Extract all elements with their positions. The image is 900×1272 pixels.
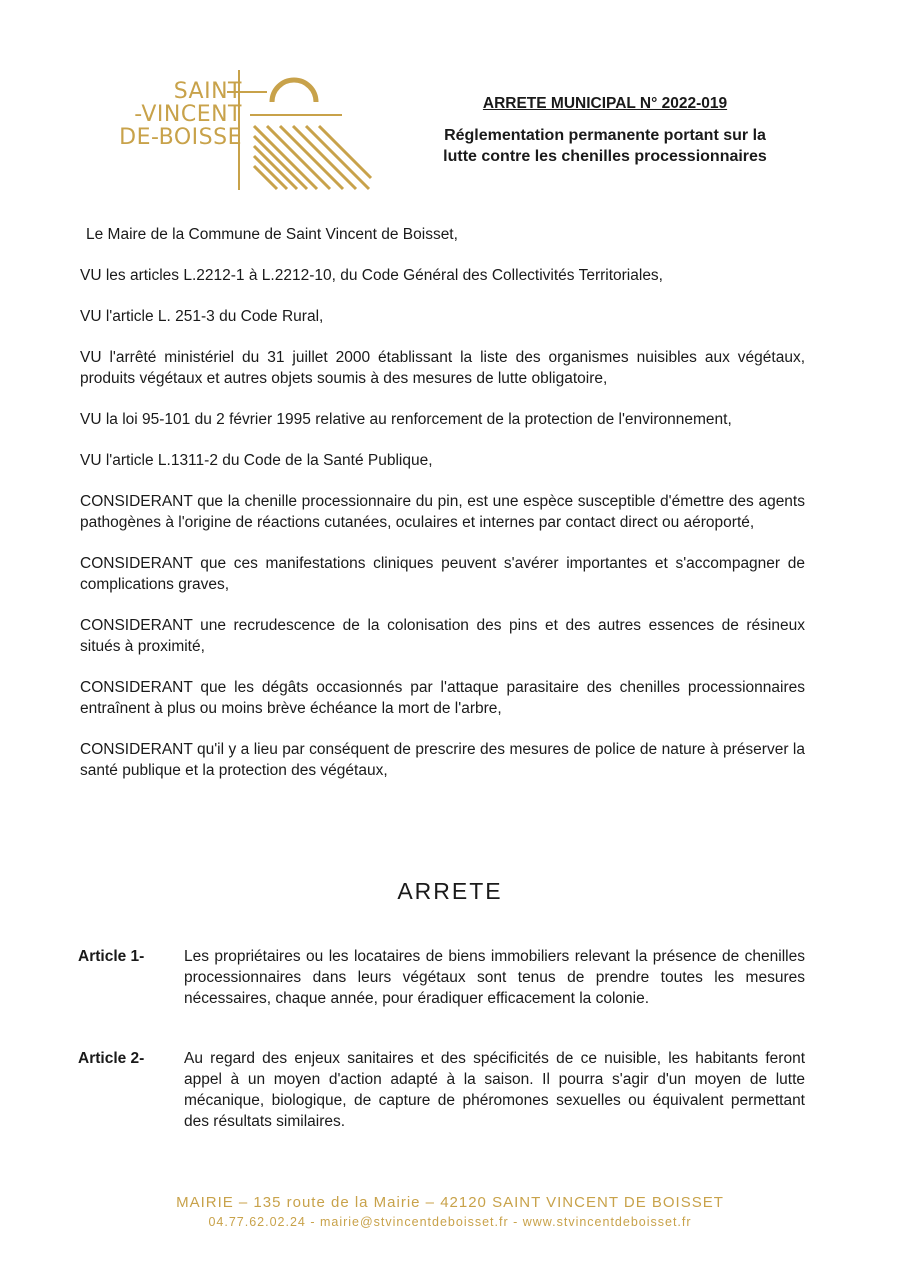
logo-line-1: SAINT — [173, 79, 242, 104]
article-label: Article 1- — [78, 948, 145, 965]
arrete-heading: ARRETE — [397, 878, 503, 904]
article-label: Article 2- — [78, 1050, 145, 1067]
arrete-number: ARRETE MUNICIPAL N° 2022-019 — [482, 95, 728, 112]
article-2 — [78, 1048, 805, 1132]
footer-address: MAIRIE – 135 route de la Mairie – 42120 SAINT VINCENT DE BOISSET — [176, 1194, 724, 1211]
paragraph: CONSIDERANT que la chenille processionnaire du pin, est une espèce susceptible d'émettre des agents pathogènes à l'origine de réactions cutanées, oculaires et internes par contact direct ou aéroporté, — [80, 493, 805, 531]
article-text: Les propriétaires ou les locataires de biens immobiliers relevant la présence de chenilles processionnaires dans leurs végétaux sont tenus de prendre toutes les mesures nécessaires, chaque année, pour éradiquer efficacement la colonie. — [184, 948, 805, 1007]
subtitle-line-2: lutte contre les chenilles processionnaires — [443, 148, 767, 165]
footer — [0, 1194, 900, 1229]
paragraph: VU la loi 95-101 du 2 février 1995 relative au renforcement de la protection de l'environnement, — [80, 411, 732, 428]
subtitle-line-1: Réglementation permanente portant sur la — [444, 127, 766, 144]
article-1 — [78, 946, 805, 1009]
logo-wordmark — [92, 80, 242, 149]
paragraph: VU l'article L. 251-3 du Code Rural, — [80, 308, 324, 325]
paragraph: Le Maire de la Commune de Saint Vincent de Boisset, — [86, 226, 458, 243]
paragraph: CONSIDERANT que les dégâts occasionnés par l'attaque parasitaire des chenilles processionnaires entraînent à plus ou moins brève échéance la mort de l'arbre, — [80, 679, 805, 717]
paragraph: CONSIDERANT qu'il y a lieu par conséquent de prescrire des mesures de police de nature à préserver la santé publique et la protection des végétaux, — [80, 741, 805, 779]
paragraph: CONSIDERANT que ces manifestations cliniques peuvent s'avérer importantes et s'accompagner de complications graves, — [80, 555, 805, 593]
document-header — [395, 95, 815, 167]
paragraph: VU l'arrêté ministériel du 31 juillet 2000 établissant la liste des organismes nuisibles aux végétaux, produits végétaux et autres objets soumis à des mesures de lutte obligatoire, — [80, 349, 805, 387]
logo-line-2: -VINCENT — [134, 102, 242, 127]
footer-contact: 04.77.62.02.24 - mairie@stvincentdeboisset.fr - www.stvincentdeboisset.fr — [208, 1215, 692, 1229]
paragraph: CONSIDERANT une recrudescence de la colonisation des pins et des autres essences de résineux situés à proximité, — [80, 617, 805, 655]
municipal-logo — [92, 70, 382, 195]
paragraph: VU les articles L.2212-1 à L.2212-10, du Code Général des Collectivités Territoriales, — [80, 267, 663, 284]
preamble — [80, 224, 805, 801]
logo-line-3: DE-BOISSE — [119, 125, 242, 150]
article-text: Au regard des enjeux sanitaires et des spécificités de ce nuisible, les habitants feront appel à un moyen d'action adapté à la saison. Il pourra s'agir d'un moyen de lutte mécanique, biologique, de capture de phéromones sexuelles ou équivalent permettant des résultats similaires. — [184, 1050, 805, 1130]
paragraph: VU l'article L.1311-2 du Code de la Santé Publique, — [80, 452, 433, 469]
